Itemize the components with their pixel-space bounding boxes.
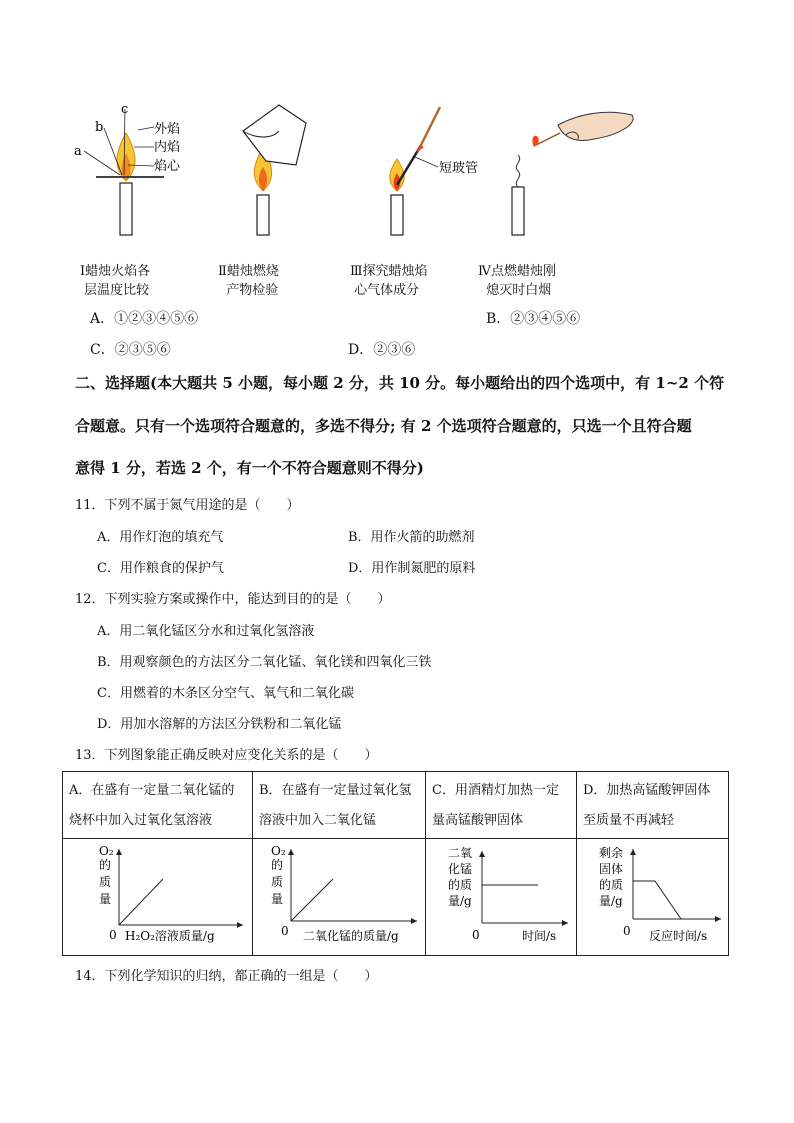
figure-2-combustion-products xyxy=(243,105,306,235)
svg-text:H₂O₂溶液质量/g: H₂O₂溶液质量/g xyxy=(125,929,215,943)
q10-option-a: A．①②③④⑤⑥ xyxy=(90,311,199,327)
section2-line2: 合题意。只有一个选项符合题意的，多选不得分; 有 2 个选项符合题意的，只选一个且符合题 xyxy=(75,417,692,435)
svg-text:0: 0 xyxy=(623,924,631,938)
q12-option-d: D．用加水溶解的方法区分铁粉和二氧化锰 xyxy=(97,717,342,732)
svg-text:时间/s: 时间/s xyxy=(522,929,557,943)
label-short-glass-tube: 短玻管 xyxy=(439,161,479,176)
q13-graph-b xyxy=(253,839,426,956)
svg-text:的: 的 xyxy=(271,858,284,872)
svg-text:0: 0 xyxy=(109,928,117,942)
figure-3-flame-core-gas xyxy=(390,107,478,235)
q10-option-c: C．②③⑤⑥ xyxy=(90,342,171,358)
svg-text:的: 的 xyxy=(99,858,112,872)
q13-cell-a-text: A．在盛有一定量二氧化锰的 烧杯中加入过氧化氢溶液 xyxy=(63,772,253,839)
svg-text:质: 质 xyxy=(99,875,112,889)
section2-line3: 意得 1 分，若选 2 个，有一个不符合题意则不得分) xyxy=(75,459,424,477)
q12-stem: 12．下列实验方案或操作中，能达到目的的是（ ） xyxy=(75,592,391,607)
q12-option-b: B．用观察颜色的方法区分二氧化锰、氧化镁和四氧化三铁 xyxy=(97,655,432,670)
q11-option-c: C．用作粮食的保护气 xyxy=(97,561,224,576)
figure-2-caption: Ⅱ蜡烛燃烧 产物检验 xyxy=(218,264,279,298)
q12-option-a: A．用二氧化锰区分水和过氧化氢溶液 xyxy=(97,624,315,639)
section2-line1: 二、选择题(本大题共 5 小题，每小题 2 分，共 10 分。每小题给出的四个选项中，有 1~2 个符 xyxy=(75,374,725,392)
experiment-figures xyxy=(60,95,700,245)
svg-text:0: 0 xyxy=(281,924,289,938)
svg-text:的质: 的质 xyxy=(448,878,473,892)
q13-cell-c-text: C．用酒精灯加热一定 量高锰酸钾固体 xyxy=(426,772,577,839)
graph-d-line xyxy=(633,881,681,919)
label-flame-core: 焰心 xyxy=(154,159,181,174)
figure-4-white-smoke xyxy=(512,112,633,235)
q10-option-b: B．②③④⑤⑥ xyxy=(486,311,581,327)
label-outer-flame: 外焰 xyxy=(154,122,181,137)
svg-text:剩余: 剩余 xyxy=(599,846,624,860)
figure-3-caption: Ⅲ探究蜡烛焰 心气体成分 xyxy=(350,264,428,298)
q11-option-b: B．用作火箭的助燃剂 xyxy=(348,530,475,545)
graph-b-line xyxy=(291,879,333,921)
svg-text:O₂: O₂ xyxy=(271,844,286,858)
q11-option-a: A．用作灯泡的填充气 xyxy=(97,530,224,545)
q12-option-c: C．用燃着的木条区分空气、氧气和二氧化碳 xyxy=(97,686,354,701)
svg-text:量: 量 xyxy=(99,892,112,906)
svg-text:反应时间/s: 反应时间/s xyxy=(649,929,708,943)
label-c: c xyxy=(121,102,129,117)
q11-stem: 11．下列不属于氮气用途的是（ ） xyxy=(75,498,300,513)
figure-1-candle-flame-layers xyxy=(74,102,181,235)
svg-text:量: 量 xyxy=(271,892,284,906)
q13-graph-c xyxy=(426,839,577,956)
q13-cell-d-text: D．加热高锰酸钾固体 至质量不再减轻 xyxy=(577,772,729,839)
figure-4-caption: Ⅳ点燃蜡烛刚 熄灭时白烟 xyxy=(478,264,556,298)
svg-text:质: 质 xyxy=(271,875,284,889)
q13-options-table xyxy=(62,771,729,956)
svg-text:O₂: O₂ xyxy=(99,844,114,858)
q14-stem: 14．下列化学知识的归纳，都正确的一组是（ ） xyxy=(75,969,378,984)
svg-text:化锰: 化锰 xyxy=(448,862,473,876)
label-a: a xyxy=(74,144,82,159)
q10-option-d: D．②③⑥ xyxy=(348,342,416,358)
q11-option-d: D．用作制氮肥的原料 xyxy=(348,561,476,576)
label-b: b xyxy=(95,120,104,135)
svg-text:的质: 的质 xyxy=(599,878,624,892)
q13-graph-d xyxy=(577,839,729,956)
svg-text:量/g: 量/g xyxy=(599,894,623,908)
q13-stem: 13．下列图象能正确反映对应变化关系的是（ ） xyxy=(75,748,378,763)
svg-text:二氧化锰的质量/g: 二氧化锰的质量/g xyxy=(303,929,399,943)
figure-1-caption: Ⅰ蜡烛火焰各 层温度比较 xyxy=(80,264,151,298)
svg-text:固体: 固体 xyxy=(599,862,624,876)
svg-text:0: 0 xyxy=(472,928,480,942)
q13-cell-b-text: B．在盛有一定量过氧化氢 溶液中加入二氧化锰 xyxy=(253,772,426,839)
label-inner-flame: 内焰 xyxy=(154,140,181,155)
graph-a-line xyxy=(119,879,163,925)
q13-graph-a xyxy=(63,839,253,956)
svg-text:量/g: 量/g xyxy=(448,894,472,908)
svg-text:二氧: 二氧 xyxy=(448,846,473,860)
